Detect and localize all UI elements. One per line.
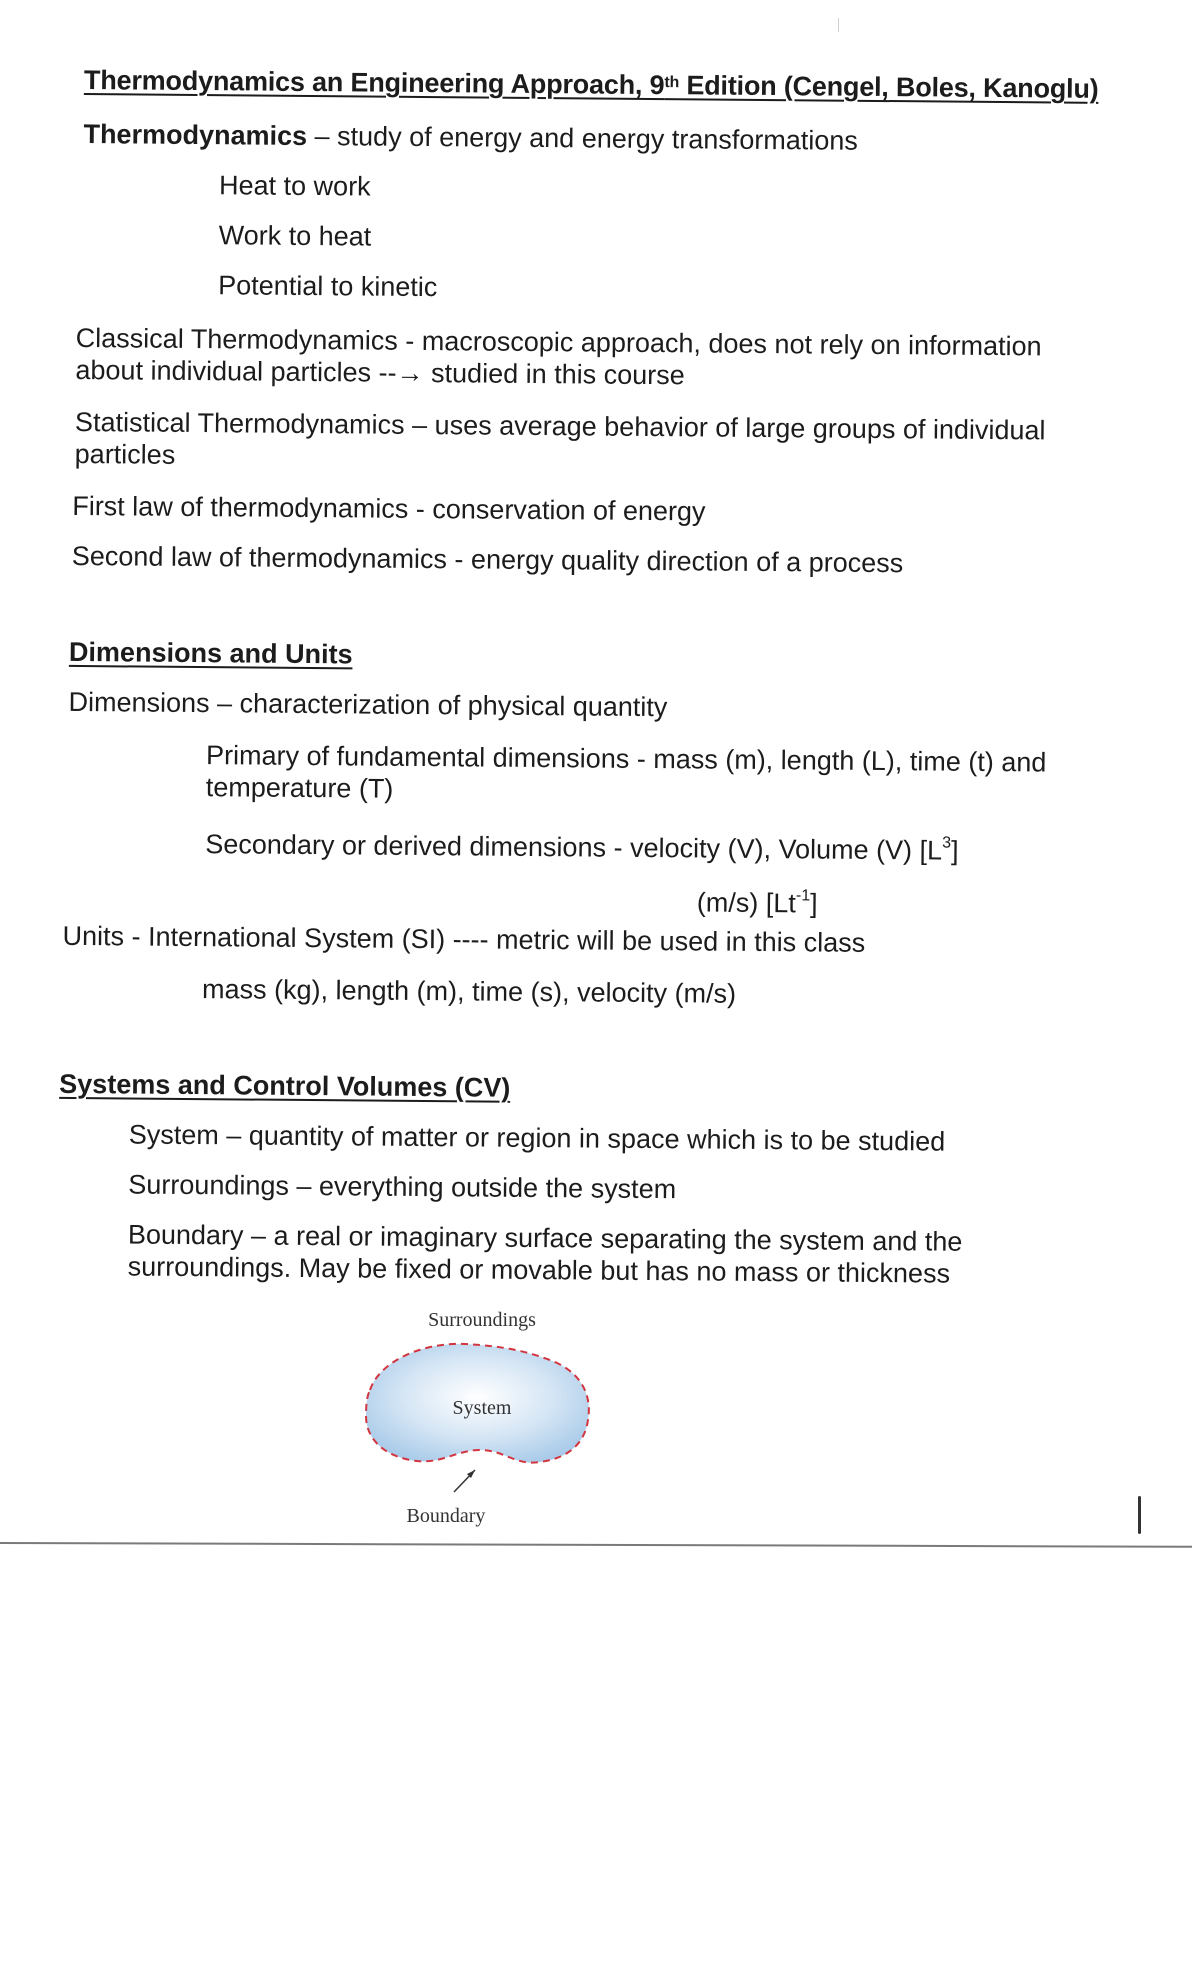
classical-line-1: Classical Thermodynamics - macroscopic approach, does not rely on information xyxy=(75,322,1042,362)
title-text: Thermodynamics an Engineering Approach, 9 xyxy=(83,65,665,101)
secondary-units-bracket: ] xyxy=(809,888,818,919)
first-law: First law of thermodynamics - conservation of energy xyxy=(72,490,706,527)
classical-line-2: about individual particles --→ studied in this course xyxy=(75,354,685,391)
document-title xyxy=(84,64,1099,105)
term-thermodynamics: Thermodynamics xyxy=(83,119,308,151)
system-boundary-diagram xyxy=(330,1300,630,1540)
statistical-line-2: particles xyxy=(74,438,176,470)
secondary-units-superscript: -1 xyxy=(795,887,811,905)
units-line: Units - International System (SI) ---- metric will be used in this class xyxy=(62,920,866,958)
boundary-definition-line-1: Boundary – a real or imaginary surface separating the system and the xyxy=(127,1219,963,1257)
surroundings-label: Surroundings xyxy=(428,1309,536,1331)
surroundings-definition: Surroundings – everything outside the system xyxy=(128,1169,677,1205)
system-label: System xyxy=(452,1397,512,1419)
example-item: Heat to work xyxy=(218,170,371,202)
diagram-svg xyxy=(330,1300,630,1540)
definition-text: – study of energy and energy transformations xyxy=(306,120,859,156)
statistical-line-1: Statistical Thermodynamics – uses average behavior of large groups of individual xyxy=(74,406,1046,446)
secondary-superscript: 3 xyxy=(942,834,952,852)
thermo-definition xyxy=(83,118,858,157)
scan-edge-mark xyxy=(1138,1496,1141,1534)
boundary-definition-line-2: surroundings. May be fixed or movable but has no mass or thickness xyxy=(127,1251,951,1289)
primary-dimensions-line-2: temperature (T) xyxy=(205,772,394,804)
system-definition: System – quantity of matter or region in space which is to be studied xyxy=(128,1119,946,1157)
dimensions-definition: Dimensions – characterization of physical quantity xyxy=(68,686,668,723)
secondary-units xyxy=(697,881,818,919)
units-examples: mass (kg), length (m), time (s), velocity (m/s) xyxy=(201,974,737,1009)
second-law: Second law of thermodynamics - energy quality direction of a process xyxy=(71,540,904,579)
boundary-label: Boundary xyxy=(406,1505,486,1527)
secondary-units-text: (m/s) [Lt xyxy=(696,887,796,919)
secondary-text: Secondary or derived dimensions - velocity (V), Volume (V) [L xyxy=(205,829,943,866)
secondary-bracket: ] xyxy=(950,835,959,866)
example-item: Potential to kinetic xyxy=(218,270,438,303)
systems-heading: Systems and Control Volumes (CV) xyxy=(59,1068,511,1103)
example-item: Work to heat xyxy=(218,220,372,252)
title-superscript: th xyxy=(664,74,680,92)
secondary-dimensions xyxy=(205,823,959,867)
primary-dimensions-line-1: Primary of fundamental dimensions - mass (m), length (L), time (t) and xyxy=(205,740,1047,778)
dimensions-heading: Dimensions and Units xyxy=(68,636,353,670)
title-text-rest: Edition (Cengel, Boles, Kanoglu) xyxy=(678,70,1099,104)
